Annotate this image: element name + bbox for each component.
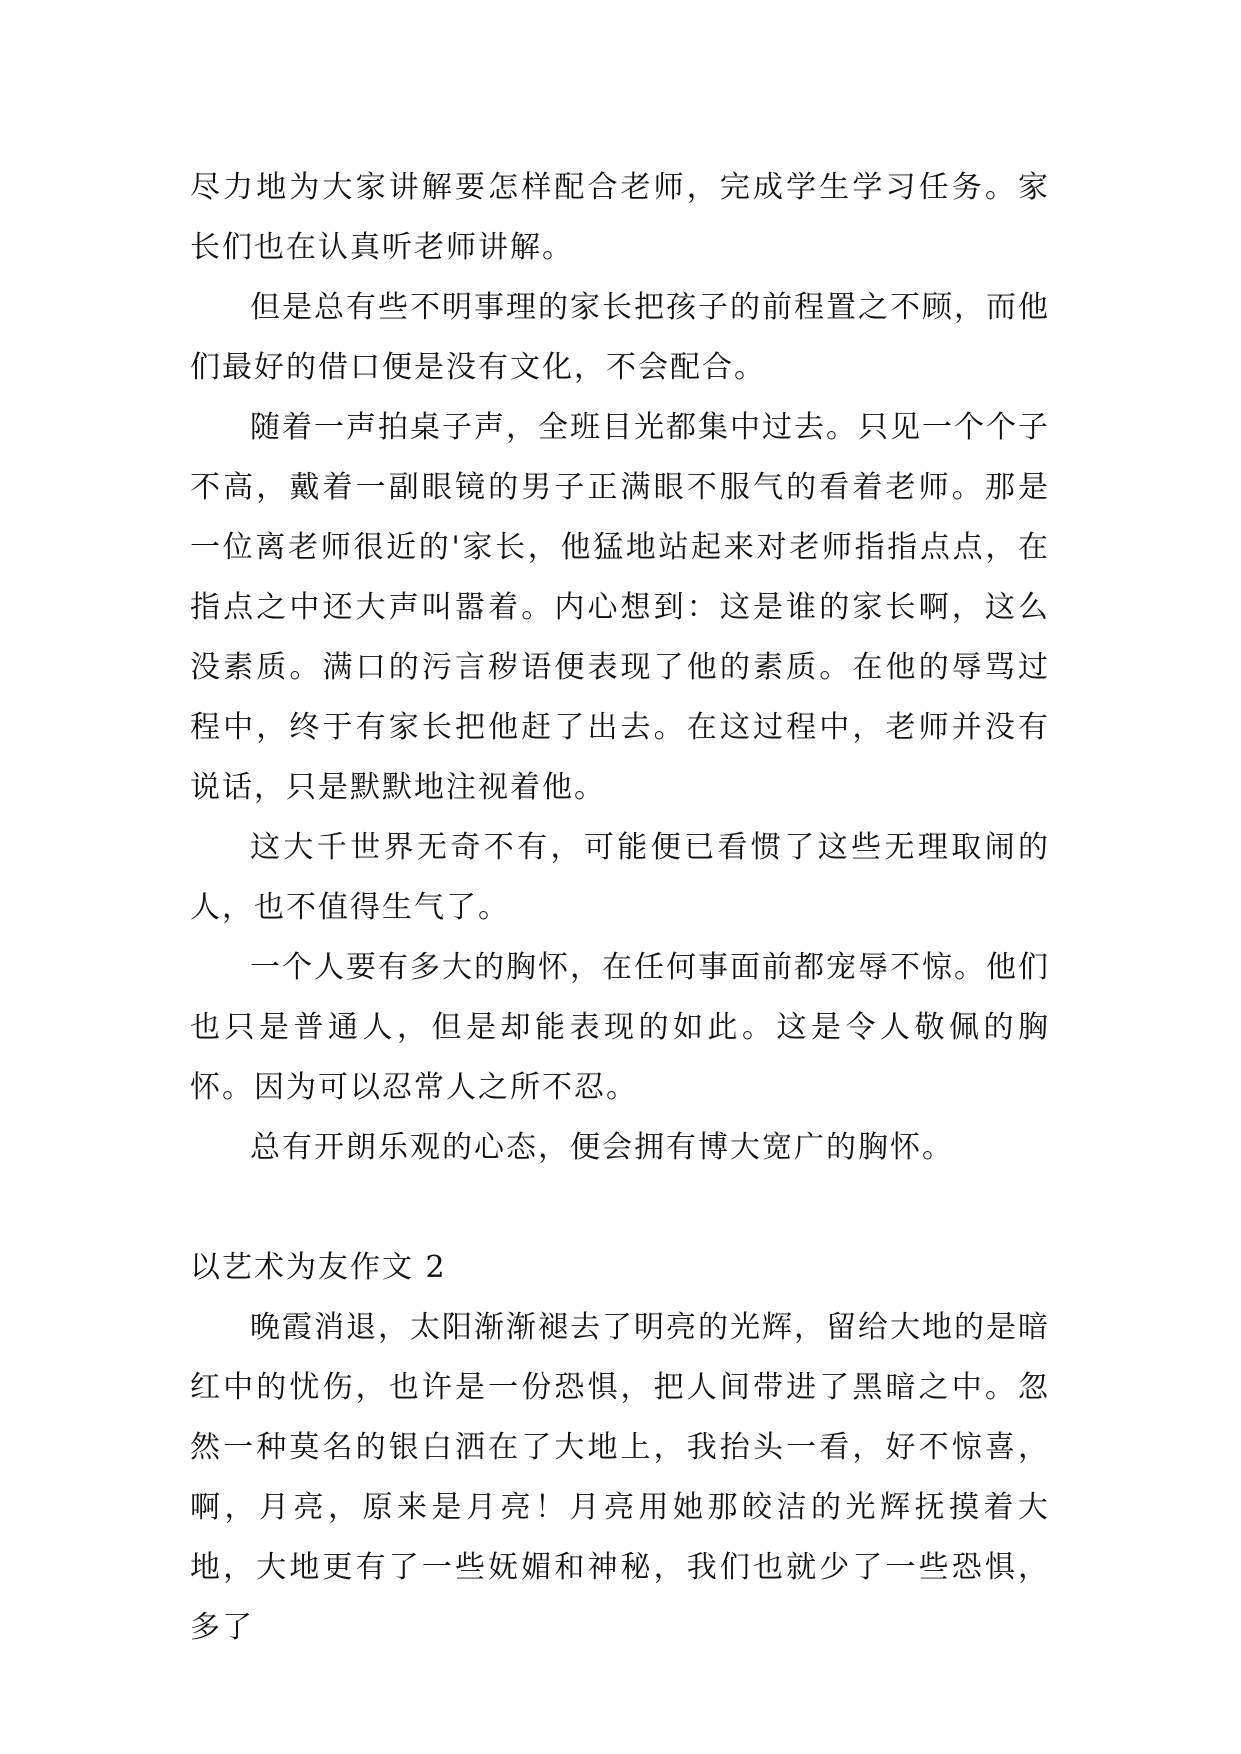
section-title: 以艺术为友作文 2 [190, 1250, 447, 1285]
paragraph-4: 这大千世界无奇不有，可能便已看惯了这些无理取闹的人，也不值得生气了。 [190, 830, 1050, 925]
paragraph-7: 晚霞消退，太阳渐渐褪去了明亮的光辉，留给大地的是暗红中的忧伤，也许是一份恐惧，把人间带进了黑暗之中。忽然一种莫名的银白洒在了大地上，我抬头一看，好不惊喜，啊，月亮，原来是月亮！月亮用她那皎洁的光辉抚摸着大地，大地更有了一些妩媚和神秘，我们也就少了一些恐惧，多了 [190, 1310, 1050, 1645]
paragraph-3: 随着一声拍桌子声，全班目光都集中过去。只见一个个子不高，戴着一副眼镜的男子正满眼不服气的看着老师。那是一位离老师很近的'家长，他猛地站起来对老师指指点点，在指点之中还大声叫嚣着。内心想到：这是谁的家长啊，这么没素质。满口的污言秽语便表现了他的素质。在他的辱骂过程中，终于有家长把他赶了出去。在这过程中，老师并没有说话，只是默默地注视着他。 [190, 410, 1050, 805]
paragraph-2: 但是总有些不明事理的家长把孩子的前程置之不顾，而他们最好的借口便是没有文化，不会配合。 [190, 290, 1050, 385]
paragraph-6: 总有开朗乐观的心态，便会拥有博大宽广的胸怀。 [250, 1130, 954, 1165]
paragraph-1: 尽力地为大家讲解要怎样配合老师，完成学生学习任务。家长们也在认真听老师讲解。 [190, 170, 1050, 265]
paragraph-5: 一个人要有多大的胸怀，在任何事面前都宠辱不惊。他们也只是普通人，但是却能表现的如此。这是令人敬佩的胸怀。因为可以忍常人之所不忍。 [190, 950, 1050, 1105]
document-body [190, 158, 1050, 1658]
